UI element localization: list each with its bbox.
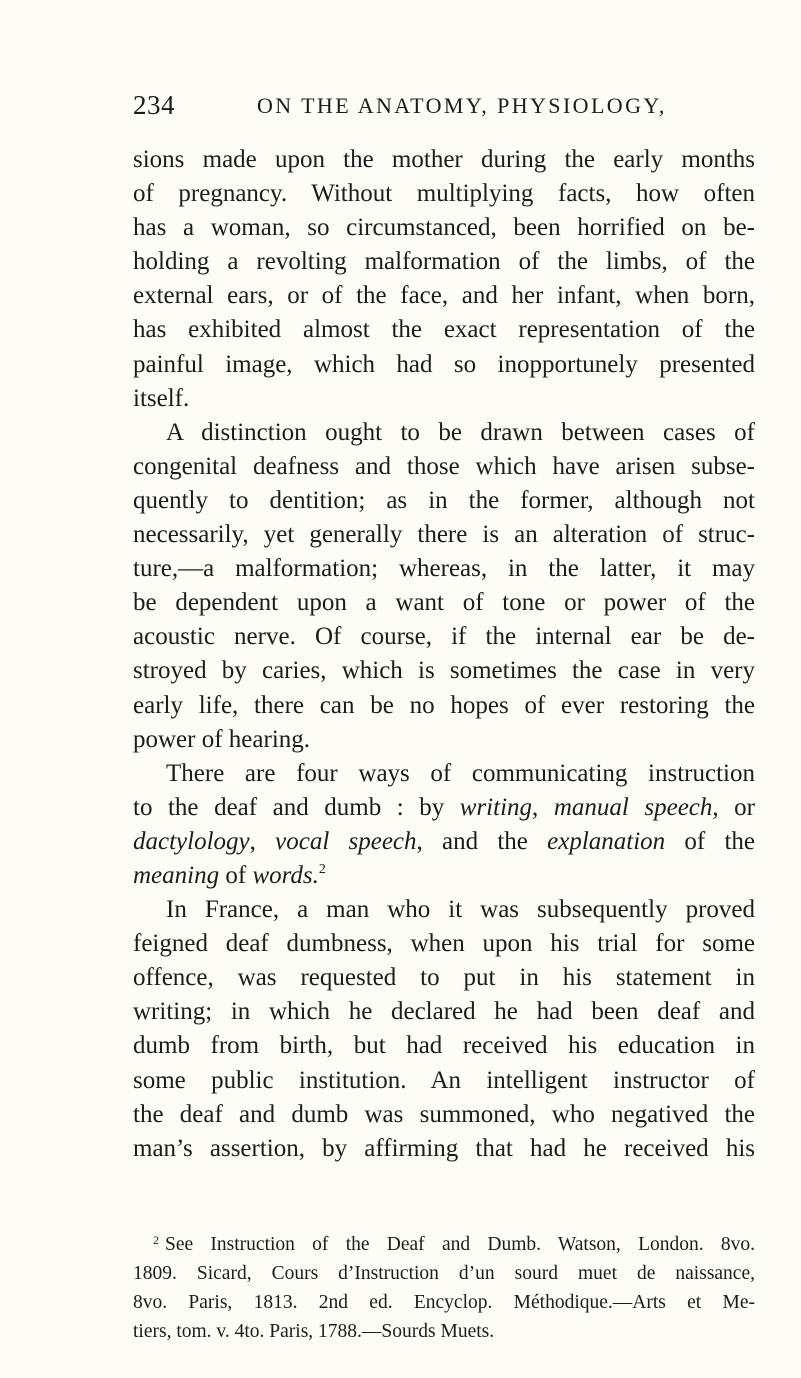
text-line: be dependent upon a want of tone or power of the bbox=[133, 589, 755, 617]
text-line: A distinction ought to be drawn between cases of bbox=[166, 418, 755, 446]
page-number: 234 bbox=[133, 90, 175, 120]
text-line: writing; in which he declared he had been deaf and bbox=[133, 998, 755, 1026]
footnotes bbox=[133, 1230, 755, 1346]
text-line: has a woman, so circumstanced, been horrified on be- bbox=[133, 214, 755, 242]
body-text bbox=[133, 143, 755, 1166]
text-run: of the bbox=[665, 827, 756, 855]
italic-term-words: words. bbox=[252, 861, 319, 889]
footnote-text: See Instruction of the Deaf and Dumb. Watson, London. 8vo. bbox=[165, 1234, 755, 1255]
footnote-mark: 2 bbox=[153, 1233, 159, 1247]
text-run: of bbox=[219, 861, 253, 889]
text-line: of pregnancy. Without multiplying facts, how often bbox=[133, 180, 755, 208]
text-line bbox=[133, 859, 755, 893]
text-run: , and the bbox=[416, 827, 548, 855]
text-line: the deaf and dumb was summoned, who negatived the bbox=[133, 1100, 755, 1128]
footnote-line: 1809. Sicard, Cours d’Instruction d’un sourd muet de naissance, bbox=[133, 1263, 755, 1284]
footnote-line: 8vo. Paris, 1813. 2nd ed. Encyclop. Méthodique.—Arts et Me- bbox=[133, 1292, 755, 1313]
italic-term-vocal-speech: vocal speech bbox=[275, 827, 417, 855]
text-run: , bbox=[249, 827, 276, 855]
text-line: holding a revolting malformation of the limbs, of the bbox=[133, 248, 755, 276]
footnote-reference[interactable]: 2 bbox=[318, 861, 326, 877]
text-line bbox=[133, 825, 755, 859]
running-title: ON THE ANATOMY, PHYSIOLOGY, bbox=[257, 93, 667, 118]
text-line: In France, a man who it was subsequently proved bbox=[166, 896, 755, 924]
text-line: power of hearing. bbox=[133, 725, 311, 753]
italic-term-writing: writing bbox=[459, 793, 533, 821]
text-line: dumb from birth, but had received his education in bbox=[133, 1032, 755, 1060]
text-line: offence, was requested to put in his statement in bbox=[133, 964, 755, 992]
italic-term-dactylology: dactylology bbox=[133, 827, 250, 855]
text-line: acoustic nerve. Of course, if the internal ear be de- bbox=[133, 623, 755, 651]
text-line: early life, there can be no hopes of ever restoring the bbox=[133, 691, 755, 719]
text-line: congenital deafness and those which have arisen subse- bbox=[133, 452, 755, 480]
text-run: , or bbox=[712, 793, 756, 821]
text-line: has exhibited almost the exact representation of the bbox=[133, 316, 755, 344]
italic-term-explanation: explanation bbox=[547, 827, 666, 855]
text-line: external ears, or of the face, and her infant, when born, bbox=[133, 282, 755, 310]
text-line bbox=[133, 791, 755, 825]
text-line: man’s assertion, by affirming that had he received his bbox=[133, 1134, 755, 1162]
text-line: itself. bbox=[133, 384, 190, 412]
footnote-line bbox=[133, 1230, 755, 1259]
text-line: ture,—a malformation; whereas, in the latter, it may bbox=[133, 555, 755, 583]
text-line: feigned deaf dumbness, when upon his trial for some bbox=[133, 930, 755, 958]
text-line: necessarily, yet generally there is an alteration of struc- bbox=[133, 521, 755, 549]
page-header bbox=[133, 90, 733, 130]
italic-term-meaning: meaning bbox=[133, 861, 220, 889]
footnote-line: tiers, tom. v. 4to. Paris, 1788.—Sourds Muets. bbox=[133, 1321, 495, 1342]
text-line: painful image, which had so inopportunely presented bbox=[133, 350, 755, 378]
text-line: sions made upon the mother during the early months bbox=[133, 146, 755, 173]
italic-term-manual-speech: manual speech bbox=[553, 793, 713, 821]
text-run: to the deaf and dumb : by bbox=[133, 793, 460, 821]
text-run: , bbox=[532, 793, 554, 821]
text-line: some public institution. An intelligent instructor of bbox=[133, 1066, 755, 1094]
text-line: stroyed by caries, which is sometimes the case in very bbox=[133, 657, 755, 685]
text-line: quently to dentition; as in the former, although not bbox=[133, 486, 755, 514]
text-line: There are four ways of communicating instruction bbox=[166, 759, 755, 787]
